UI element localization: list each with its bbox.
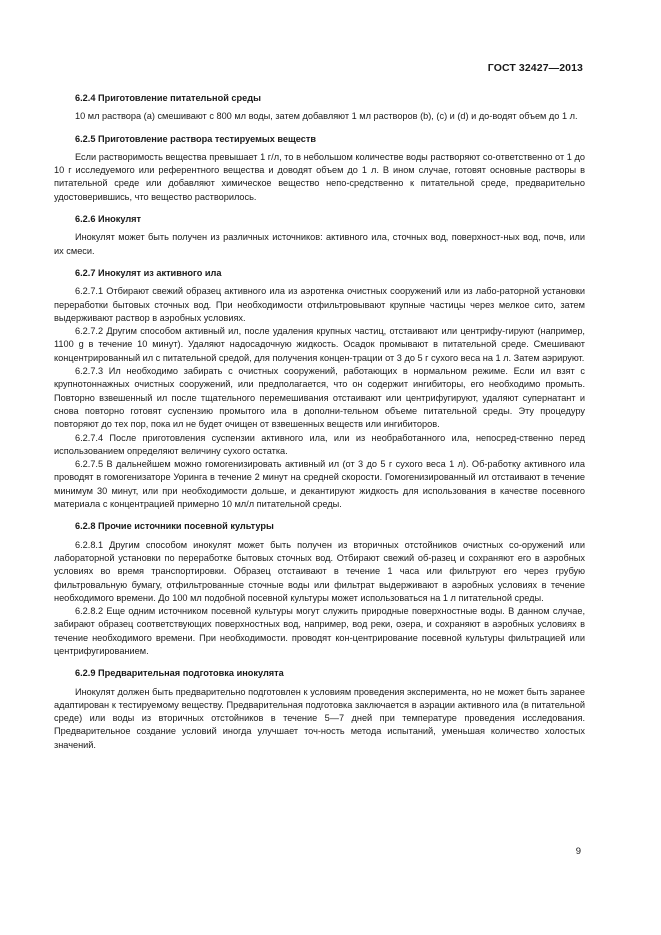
section-heading: 6.2.5 Приготовление раствора тестируемых веществ xyxy=(75,133,317,144)
section-6-2-6 xyxy=(54,213,585,258)
document-body xyxy=(54,92,585,752)
paragraph: Если растворимость вещества превышает 1 г/л, то в небольшом количестве воды растворяют со-ответственно от 1 до 10 г исследуемого или референтного вещества и доводят объем до 1 л. В ином случае, готовят основные растворы в питательной среде или добавляют химическое вещество непо-средственно к питательной среде, предварительно удостоверившись, что вещество растворилось. xyxy=(54,151,585,202)
paragraph: 6.2.8.2 Еще одним источником посевной культуры могут служить природные поверхностные воды. В данном случае, забирают образец соответствующих поверхностных вод, например, вод реки, озера, и сохраняют в аэробных условиях в течение необходимого времени. При необходимости. проводят кон-центрирование посевной культуры фильтрацией или центрифугированием. xyxy=(54,606,585,656)
paragraph: 6.2.7.5 В дальнейшем можно гомогенизировать активный ил (от 3 до 5 г сухого веса 1 л). Об-работку активного ила проводят в гомогенизаторе Уоринга в течение 2 минут на средней скорости. Гомогенизированный ил отстаивают в течение минимум 30 минут, или при необходимости дольше, и декантируют жидкость для использования в качестве посевного материала с концентрацией примерно 10 мл/л питательной среды. xyxy=(54,459,585,510)
paragraph: Инокулят может быть получен из различных источников: активного ила, сточных вод, поверхност-ных вод, почв, или их смеси. xyxy=(54,232,585,256)
paragraph: 6.2.7.2 Другим способом активный ил, после удаления крупных частиц, отстаивают или центрифу-гируют (например, 1100 g в течение 10 минут). Удаляют надосадочную жидкость. Осадок промывают в питательной среде. Смешивают концентрированный ил с питательной средой, для получения концен-трации от 3 до 5 г сухого веса на 1 л. Затем аэрируют. xyxy=(54,326,585,363)
paragraph: 6.2.7.4 После приготовления суспензии активного ила, или из необработанного ила, непосред-ственно перед использованием определяют величину сухого остатка. xyxy=(54,432,585,456)
paragraph: Инокулят должен быть предварительно подготовлен к условиям проведения эксперимента, но не может быть заранее адаптирован к тестируемому веществу. Предварительная подготовка заключается в аэрации активного ила (в питательной среде) или воды из вторичных отстойников в течение 5—7 дней при температуре проведения исследования. Предварительное создание условий иногда улучшает точ-ность метода испытаний, уменьшая количество холостых значений. xyxy=(54,686,585,750)
section-6-2-9 xyxy=(54,667,585,752)
section-heading: 6.2.8 Прочие источники посевной культуры xyxy=(75,521,274,532)
section-6-2-7 xyxy=(54,267,585,511)
section-heading: 6.2.6 Инокулят xyxy=(75,214,142,225)
section-heading: 6.2.4 Приготовление питательной среды xyxy=(75,93,261,103)
paragraph: 6.2.8.1 Другим способом инокулят может быть получен из вторичных отстойников очистных со-оружений или лабораторной установки по переработке бытовых сточных вод. Отбирают свежий об-разец и сохраняют его в аэробных условиях во время транспортировки. Образец отстаивают в течение 1 часа или фильтруют его через грубую фильтровальную бумагу, отфильтрованные сточные воды или фильтрат выдерживают в аэробных условиях в течение необходимого времени. До 100 мл подобной посевной культуры может использоваться на 1 л питательной среды. xyxy=(54,539,585,603)
section-heading: 6.2.9 Предварительная подготовка инокулята xyxy=(75,668,284,679)
paragraph: 10 мл раствора (a) смешивают с 800 мл воды, затем добавляют 1 мл растворов (b), (c) и (d) и до-водят объем до 1 л. xyxy=(75,111,578,122)
section-6-2-4 xyxy=(54,92,585,124)
section-6-2-5 xyxy=(54,133,585,204)
paragraph: 6.2.7.1 Отбирают свежий образец активного ила из аэротенка очистных сооружений или из лабо-раторной установки переработки бытовых сточных вод. При необходимости отфильтровывают крупные частицы через мелкое сито, затем выдерживают раствор в аэробных условиях. xyxy=(54,286,585,323)
standard-designation: ГОСТ 32427—2013 xyxy=(487,62,583,74)
section-heading: 6.2.7 Инокулят из активного ила xyxy=(75,267,222,278)
page-number: 9 xyxy=(575,846,581,857)
section-6-2-8 xyxy=(54,520,585,658)
paragraph: 6.2.7.3 Ил необходимо забирать с очистных сооружений, работающих в нормальном режиме. Если ил взят с крупнотоннажных очистных сооружений, или предполагается, что он содержит ингибиторы, его необходимо промыть. Повторно взвешенный ил после тщательного перемешивания отстаивают или центрифугируют, удаляют супернатант и снова повторно готовят суспензию промытого ила в дополни-тельном объеме питательной среды. Эту процедуру повторяют до тех пор, пока ил не будет очищен от взвешенных веществ или ингибиторов. xyxy=(54,366,585,430)
